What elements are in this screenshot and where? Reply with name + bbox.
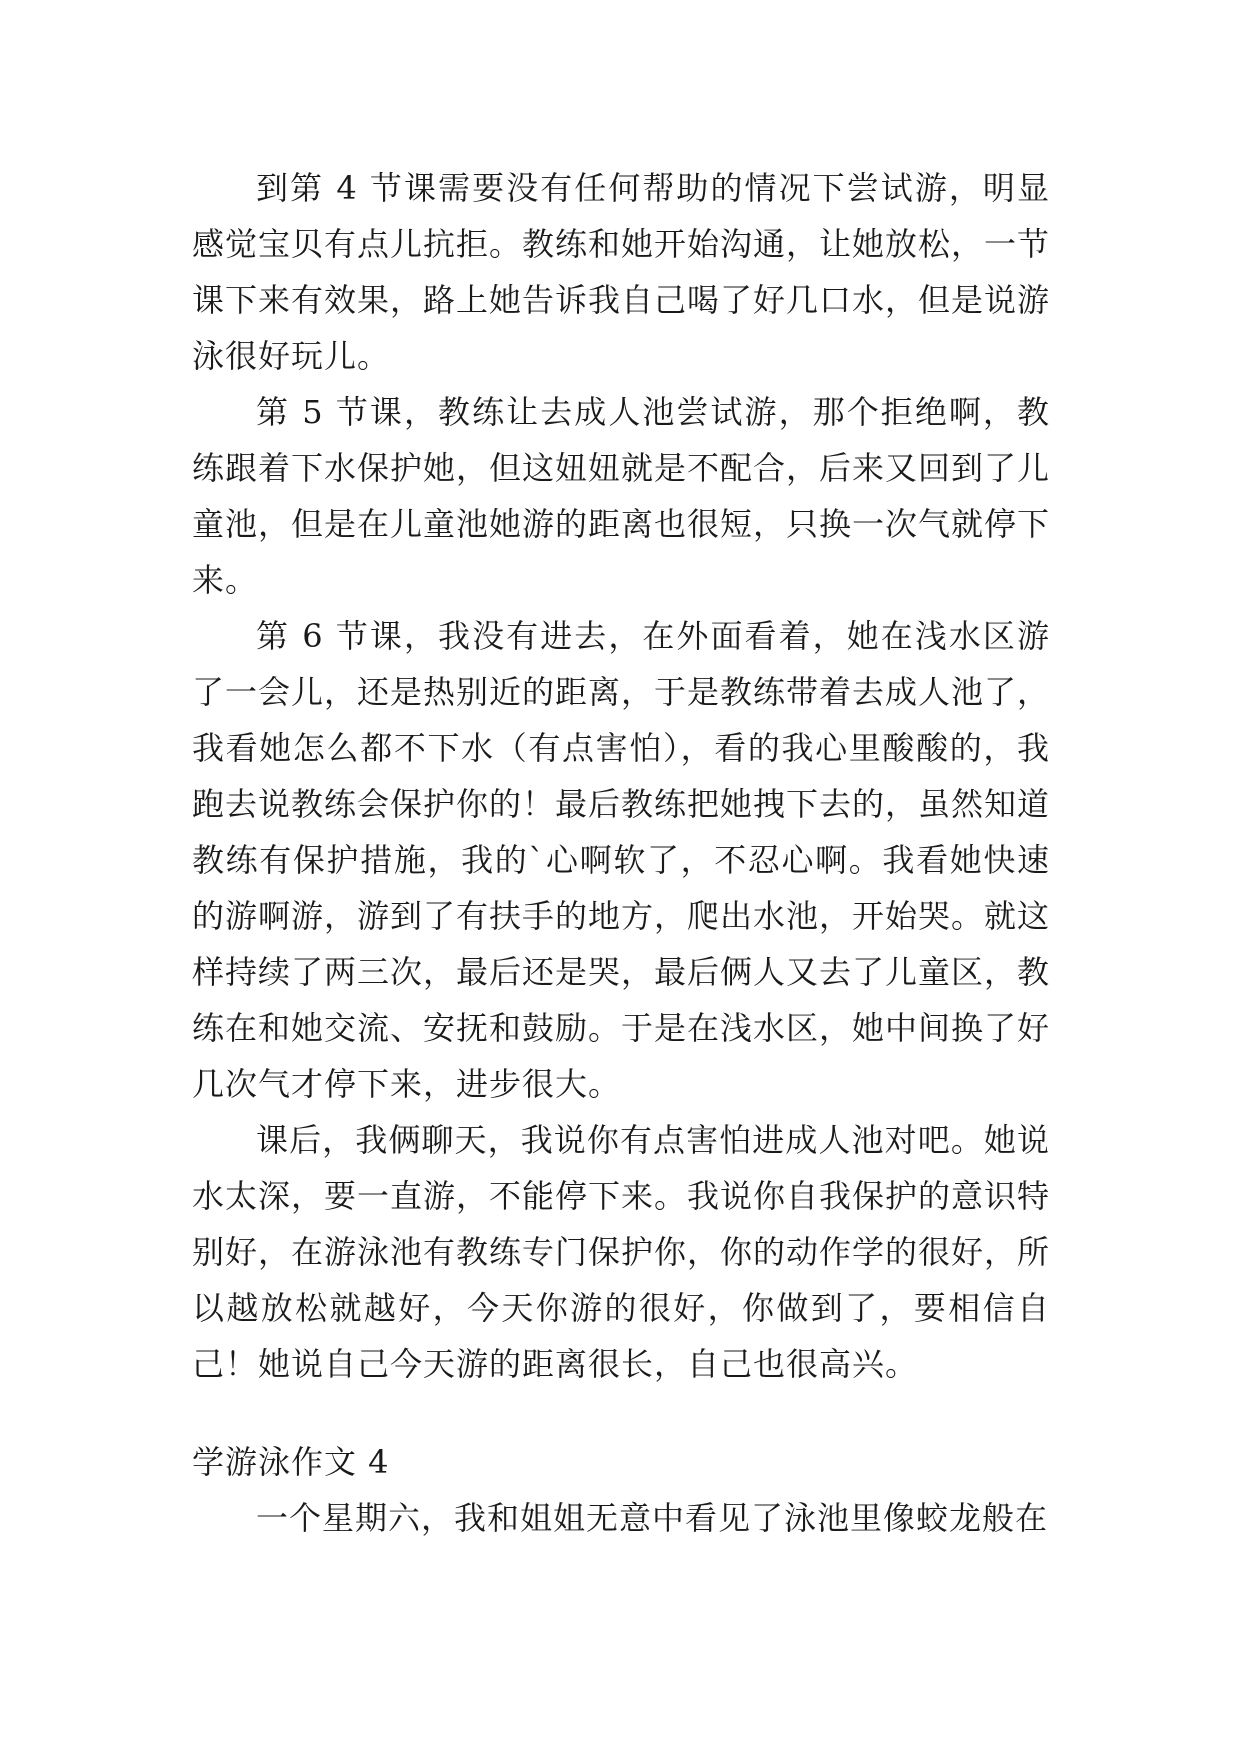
paragraph-after-class: 课后，我俩聊天，我说你有点害怕进成人池对吧。她说水太深，要一直游，不能停下来。我说你自我保护的意识特别好，在游泳池有教练专门保护你，你的动作学的很好，所以越放松就越好，今天你游的很好，你做到了，要相信自己！她说自己今天游的距离很长，自己也很高兴。 (192, 1121, 1051, 1383)
section-heading: 学游泳作文 4 (192, 1443, 390, 1481)
paragraph-lesson-6: 第 6 节课，我没有进去，在外面看着，她在浅水区游了一会儿，还是热别近的距离，于是教练带着去成人池了，我看她怎么都不下水（有点害怕），看的我心里酸酸的，我跑去说教练会保护你的！最后教练把她拽下去的，虽然知道教练有保护措施，我的`心啊软了，不忍心啊。我看她快速的游啊游，游到了有扶手的地方，爬出水池，开始哭。就这样持续了两三次，最后还是哭，最后俩人又去了儿童区，教练在和她交流、安抚和鼓励。于是在浅水区，她中间换了好几次气才停下来，进步很大。 (192, 617, 1051, 1103)
paragraph-essay-4-opening: 一个星期六，我和姐姐无意中看见了泳池里像蛟龙般在 (256, 1499, 1049, 1537)
paragraph-lesson-5: 第 5 节课，教练让去成人池尝试游，那个拒绝啊，教练跟着下水保护她，但这妞妞就是不配合，后来又回到了儿童池，但是在儿童池她游的距离也很短，只换一次气就停下来。 (192, 393, 1051, 599)
paragraph-lesson-4: 到第 4 节课需要没有任何帮助的情况下尝试游，明显感觉宝贝有点儿抗拒。教练和她开始沟通，让她放松，一节课下来有效果，路上她告诉我自己喝了好几口水，但是说游泳很好玩儿。 (192, 169, 1051, 375)
document-body (192, 160, 1050, 1546)
